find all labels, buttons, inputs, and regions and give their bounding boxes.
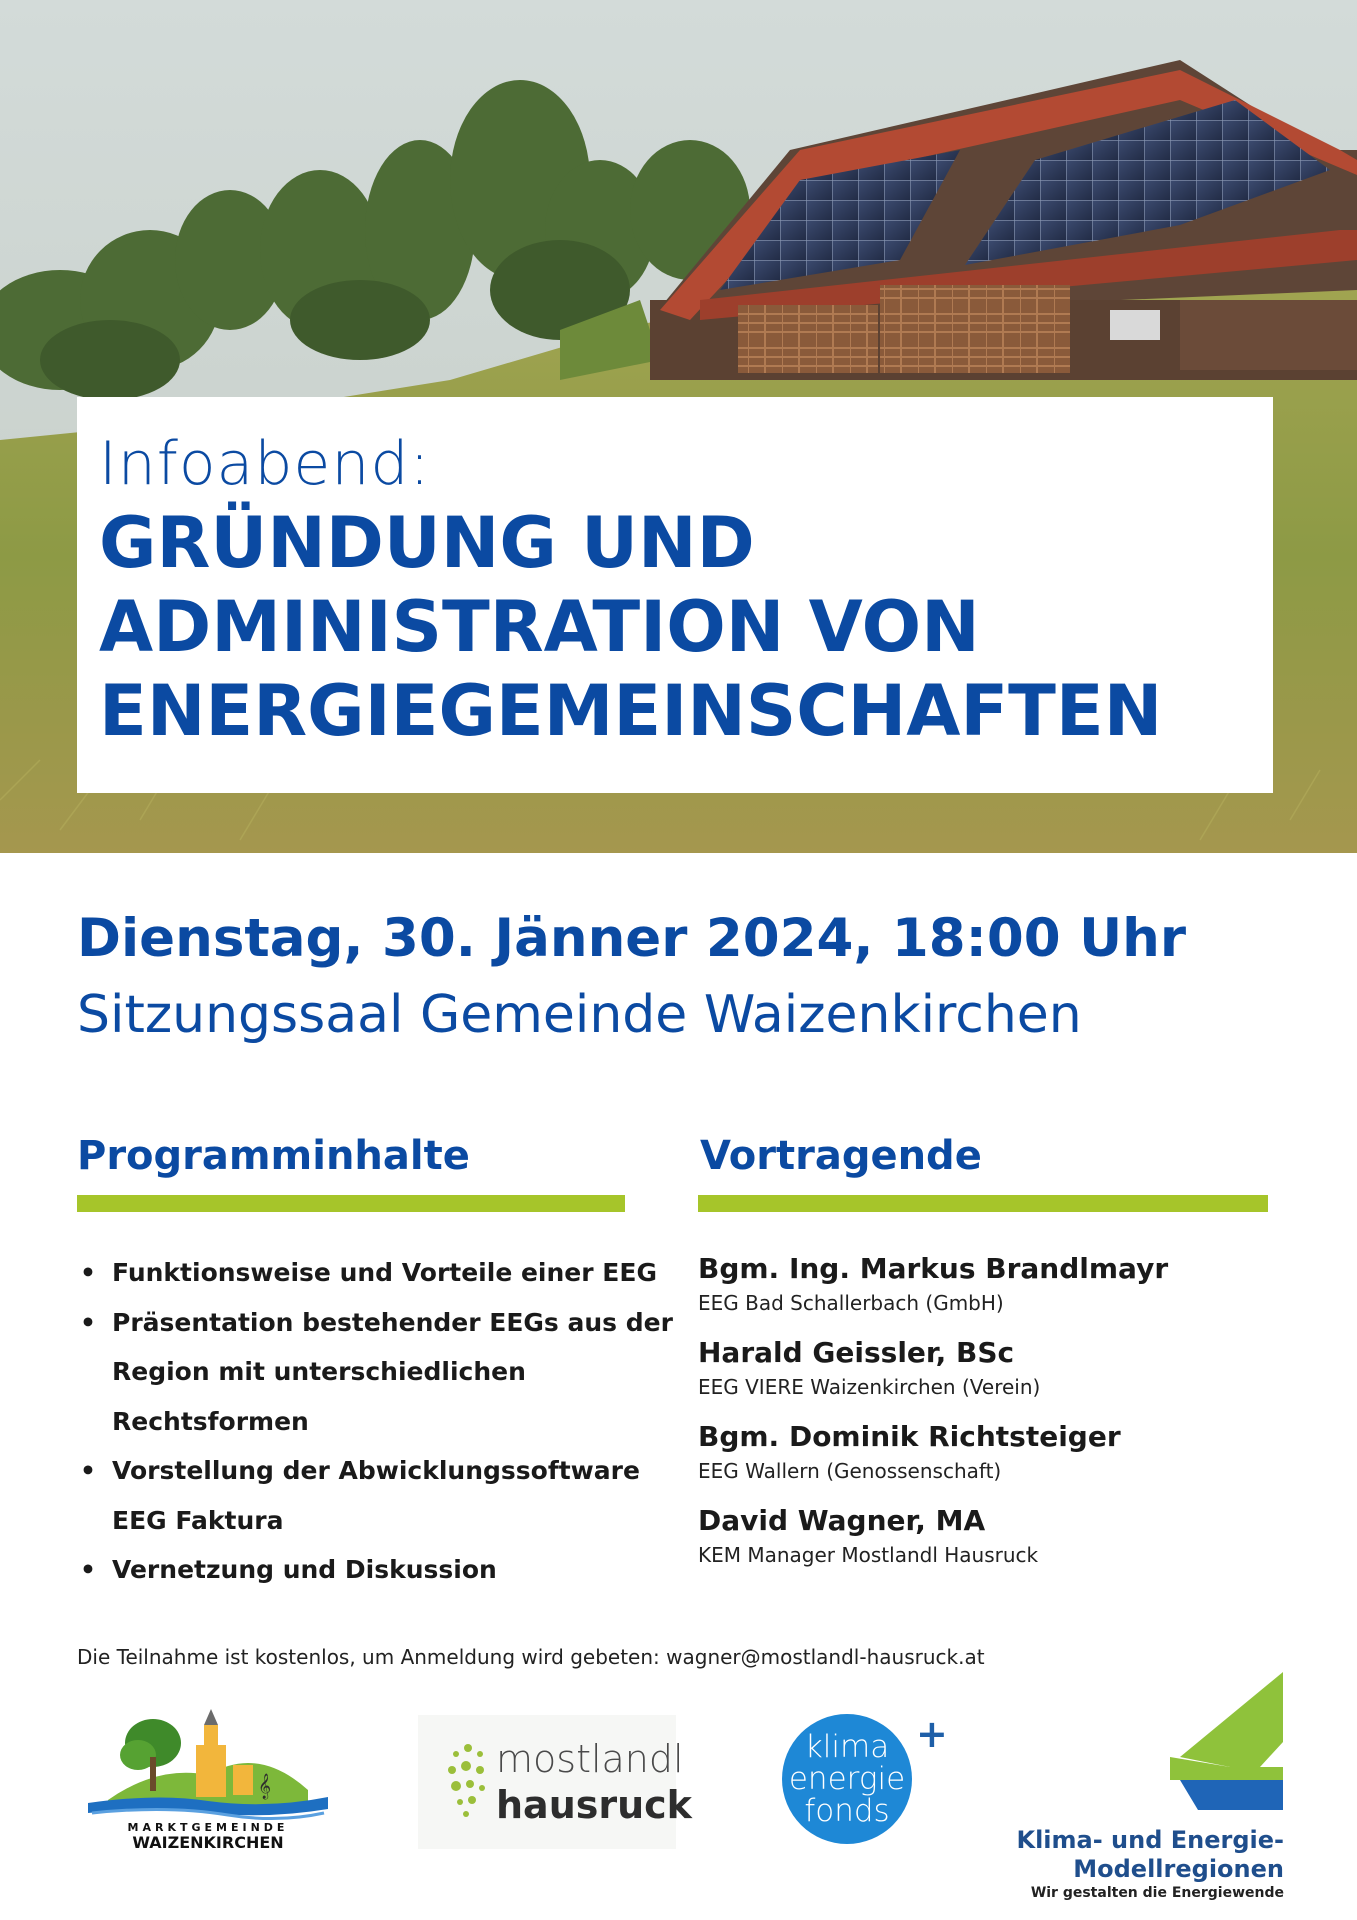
speaker-list bbox=[698, 1249, 1258, 1585]
speaker-organization: EEG Bad Schallerbach (GmbH) bbox=[698, 1291, 1004, 1315]
program-item: • Vorstellung der Abwicklungssoftware EEG Faktura bbox=[80, 1446, 680, 1545]
headline-line-1: GRÜNDUNG UND bbox=[99, 502, 755, 584]
speaker-name: Harald Geissler, BSc bbox=[698, 1336, 1015, 1369]
speaker-organization: EEG VIERE Waizenkirchen (Verein) bbox=[698, 1375, 1041, 1399]
program-item: • Vernetzung und Diskussion bbox=[80, 1545, 680, 1595]
event-date: Dienstag, 30. Jänner 2024, 18:00 Uhr bbox=[77, 908, 1186, 969]
klima-energie-fonds-logo bbox=[782, 1712, 948, 1848]
program-item: • Funktionsweise und Vorteile einer EEG bbox=[80, 1248, 680, 1298]
klimafonds-line2: energie bbox=[788, 1761, 906, 1797]
speaker-entry bbox=[698, 1333, 1258, 1417]
registration-note: Die Teilnahme ist kostenlos, um Anmeldung wird gebeten: wagner@mostlandl-hausruck.at bbox=[77, 1645, 985, 1669]
program-item: • Präsentation bestehender EEGs aus der Region mit unterschiedlichen Rechtsformen bbox=[80, 1298, 680, 1447]
program-heading: Programminhalte bbox=[77, 1133, 470, 1179]
waizenkirchen-logo bbox=[78, 1705, 338, 1855]
speakers-divider bbox=[698, 1195, 1268, 1212]
svg-text:𝄞: 𝄞 bbox=[258, 1774, 272, 1799]
waizenkirchen-logo-line1: MARKTGEMEINDE bbox=[127, 1821, 289, 1834]
speakers-heading: Vortragende bbox=[700, 1133, 982, 1179]
speaker-organization: EEG Wallern (Genossenschaft) bbox=[698, 1459, 1002, 1483]
title-box bbox=[77, 397, 1273, 793]
kem-logo bbox=[1016, 1672, 1330, 1912]
speaker-entry bbox=[698, 1249, 1258, 1333]
klimafonds-plus: + bbox=[916, 1712, 948, 1756]
program-divider bbox=[77, 1195, 625, 1212]
speaker-name: Bgm. Dominik Richtsteiger bbox=[698, 1420, 1121, 1453]
speaker-entry bbox=[698, 1501, 1258, 1585]
mostlandl-text: mostlandl bbox=[496, 1737, 684, 1781]
headline-line-3: ENERGIEGEMEINSCHAFTEN bbox=[99, 670, 1163, 752]
waizenkirchen-emblem-icon bbox=[78, 1705, 338, 1825]
kem-line1: Klima- und Energie- bbox=[1016, 1826, 1284, 1854]
speaker-entry bbox=[698, 1417, 1258, 1501]
kem-emblem-icon bbox=[1030, 1672, 1330, 1822]
kem-tagline: Wir gestalten die Energiewende bbox=[1030, 1885, 1284, 1901]
klimafonds-line1: klima bbox=[804, 1729, 890, 1765]
hero-image bbox=[0, 0, 1357, 853]
event-type-label: Infoabend: bbox=[99, 429, 431, 499]
hausruck-text: hausruck bbox=[496, 1783, 692, 1827]
kem-line2: Modellregionen bbox=[1073, 1855, 1284, 1883]
event-location: Sitzungssaal Gemeinde Waizenkirchen bbox=[77, 985, 1082, 1045]
klimafonds-line3: fonds bbox=[804, 1793, 890, 1829]
waizenkirchen-logo-line2: WAIZENKIRCHEN bbox=[132, 1833, 284, 1852]
program-list bbox=[80, 1248, 680, 1595]
speaker-name: David Wagner, MA bbox=[698, 1504, 986, 1537]
speaker-name: Bgm. Ing. Markus Brandlmayr bbox=[698, 1252, 1169, 1285]
speaker-organization: KEM Manager Mostlandl Hausruck bbox=[698, 1543, 1039, 1567]
mostlandl-hausruck-logo bbox=[418, 1715, 692, 1849]
headline-line-2: ADMINISTRATION VON bbox=[99, 586, 980, 668]
